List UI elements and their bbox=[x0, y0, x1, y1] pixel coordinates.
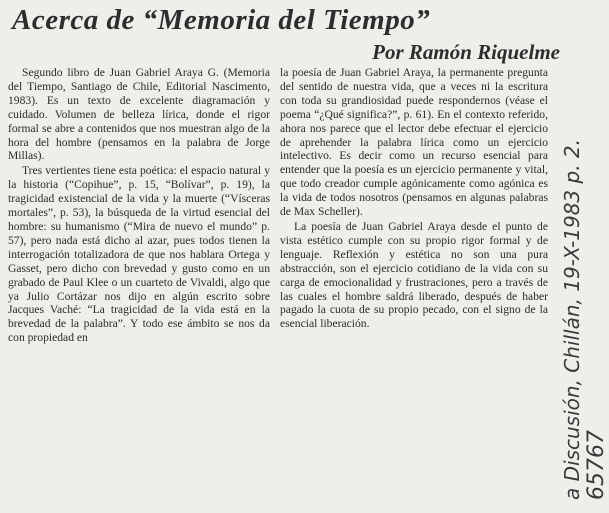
handwritten-source-note: a Discusión, Chillán, 19-X-1983 p. 2. bbox=[560, 138, 584, 500]
left-column bbox=[8, 66, 270, 345]
paragraph: la poesía de Juan Gabriel Araya, la permanente pregunta del sentido de nuestra vida, que a veces ni la escritura con toda su grandiosidad puede respondernos (véase el poema “¿Qué significa?”, p. 61). En el contexto referido, ahora nos parece que el lector debe efectuar el ejercicio de aprehender la palabra lírica como un ejercicio intelectivo. Es decir como un recurso esencial para entender que la poesía es un ejercicio permanente y vital, que todo creador cumple agónicamente como agónica es la vida de todos nosotros (pensamos en algunas palabras de Max Scheller). bbox=[280, 66, 548, 219]
right-column bbox=[280, 66, 548, 331]
article-byline: Por Ramón Riquelme bbox=[372, 40, 560, 64]
paragraph: La poesía de Juan Gabriel Araya desde el punto de vista estético cumple con su propio rigor formal y de lenguaje. Reflexión y estética no son una pura abstracción, son el ejercicio cotidiano de la vida con su carga de emocionalidad y frustraciones, pero a través de las cuales el hombre saldrá liberado, después de haber pagado la cuota de su propio pecado, con el signo de la esencial liberación. bbox=[280, 219, 548, 331]
article-title: Acerca de “Memoria del Tiempo” bbox=[12, 4, 431, 36]
handwritten-annotation bbox=[540, 80, 609, 510]
paragraph: Segundo libro de Juan Gabriel Araya G. (Memoria del Tiempo, Santiago de Chile, Editorial Nascimento, 1983). Es un texto de excelente diagramación y cuidado. Volumen de belleza lírica, donde el rigor formal se abre a contenidos que nos muestran algo de la hora del hombre (pensamos en la palabra de Jorge Millas). bbox=[8, 66, 270, 163]
paragraph: Tres vertientes tiene esta poética: el espacio natural y la historia (“Copihue”, p. 15, “Bolívar”, p. 19), la tragicidad existencial de la vida y la muerte (“Vísceras mortales”, p. 53), la búsqueda de la virtud esencial del hombre: su humanismo (“Mira de nuevo el mundo” p. 57), pero nada está dicho al azar, pues todos tienen la interrogación totalizadora de que nos hablara Ortega y Gasset, pero dicho con brevedad y gusto como en un grabado de Paul Klee o un cuarteto de Vivaldi, algo que ya Julio Cortázar nos dijo en algún escrito sobre Jacques Vaché: “La tragicidad de la vida está en la brevedad de la palabra”. Y todo ese ámbito se nos da con propiedad en bbox=[8, 164, 270, 345]
handwritten-catalog-number: 65767 bbox=[584, 430, 609, 500]
